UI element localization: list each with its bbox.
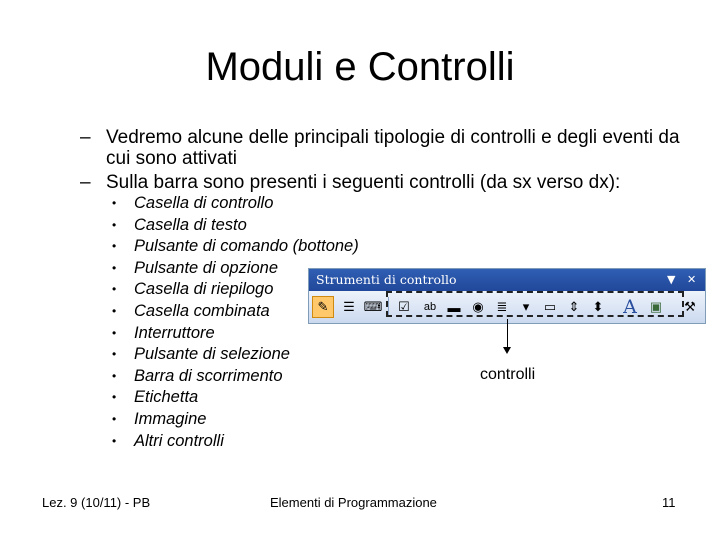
- properties-icon[interactable]: ☰: [343, 299, 355, 314]
- arrow-head-icon: [503, 347, 511, 354]
- list-item: [112, 215, 359, 237]
- list-item: [112, 193, 359, 215]
- bullet: •: [112, 196, 117, 210]
- design-mode-icon[interactable]: ✎: [312, 296, 334, 318]
- toggle-button-icon[interactable]: ▭: [543, 299, 557, 314]
- view-code-icon[interactable]: ⌨: [363, 299, 383, 314]
- toolbox-title: Strumenti di controllo: [316, 272, 457, 287]
- bullet: •: [112, 390, 117, 405]
- list-item-label: Casella combinata: [134, 301, 270, 320]
- toolbox-titlebar[interactable]: [309, 269, 705, 291]
- bullet: •: [112, 239, 117, 254]
- list-item-label: Pulsante di selezione: [134, 345, 290, 364]
- list-item: [112, 387, 359, 409]
- intro-text: Sulla barra sono presenti i seguenti controlli (da sx verso dx):: [106, 172, 621, 193]
- dropdown-icon[interactable]: ▼: [667, 273, 676, 286]
- checkbox-icon[interactable]: ☑: [398, 299, 410, 314]
- list-item-label: Immagine: [134, 409, 207, 428]
- bullet: •: [112, 368, 117, 383]
- bullet: •: [112, 325, 117, 340]
- footer-center: Elementi di Programmazione: [270, 495, 437, 510]
- list-item: [112, 236, 359, 258]
- bullet: •: [112, 347, 117, 362]
- list-item-label: Casella di controllo: [134, 194, 274, 212]
- footer-left: Lez. 9 (10/11) - PB: [42, 495, 151, 510]
- close-icon[interactable]: ✕: [687, 273, 697, 286]
- intro-item: [80, 127, 700, 169]
- image-icon[interactable]: ▣: [649, 299, 663, 314]
- list-item: [112, 409, 359, 431]
- more-controls-icon[interactable]: ⚒: [684, 299, 696, 314]
- bullet: •: [112, 260, 117, 275]
- slide-title: Moduli e Controlli: [205, 45, 515, 89]
- command-button-icon[interactable]: ▬: [447, 299, 461, 315]
- dash-mark: –: [80, 172, 91, 193]
- spin-button-icon[interactable]: ⇕: [568, 299, 580, 314]
- list-item-label: Casella di testo: [134, 215, 247, 234]
- bullet: •: [112, 433, 117, 448]
- callout-label: controlli: [480, 366, 536, 383]
- list-item-label: Altri controlli: [134, 431, 224, 450]
- option-button-icon[interactable]: ◉: [472, 299, 484, 314]
- label-icon[interactable]: A: [623, 296, 637, 318]
- intro-text: Vedremo alcune delle principali tipologie di controlli e degli eventi da cui sono attivati: [106, 127, 680, 169]
- list-item-label: Etichetta: [134, 388, 199, 407]
- bullet: •: [112, 217, 117, 232]
- list-item: [112, 431, 359, 453]
- list-item-label: Interruttore: [134, 323, 215, 342]
- scrollbar-icon[interactable]: ⬍: [592, 299, 604, 314]
- dash-mark: –: [80, 127, 91, 148]
- bullet: •: [112, 411, 117, 426]
- controls-selection-box: [386, 291, 684, 317]
- listbox-icon[interactable]: ≣: [496, 299, 508, 314]
- page-number: 11: [662, 495, 676, 510]
- bullet: •: [112, 303, 117, 318]
- list-item-label: Barra di scorrimento: [134, 366, 283, 385]
- list-item-label: Casella di riepilogo: [134, 280, 274, 299]
- list-item: [112, 344, 359, 366]
- list-item-label: Pulsante di opzione: [134, 258, 279, 277]
- list-item: [112, 323, 359, 345]
- textbox-icon[interactable]: ab: [423, 301, 437, 313]
- intro-item: [80, 172, 700, 193]
- bullet: •: [112, 282, 117, 297]
- list-item: [112, 366, 359, 388]
- list-item-label: Pulsante di comando (bottone): [134, 237, 359, 256]
- combobox-icon[interactable]: ▾: [522, 299, 530, 314]
- arrow-line: [507, 319, 508, 349]
